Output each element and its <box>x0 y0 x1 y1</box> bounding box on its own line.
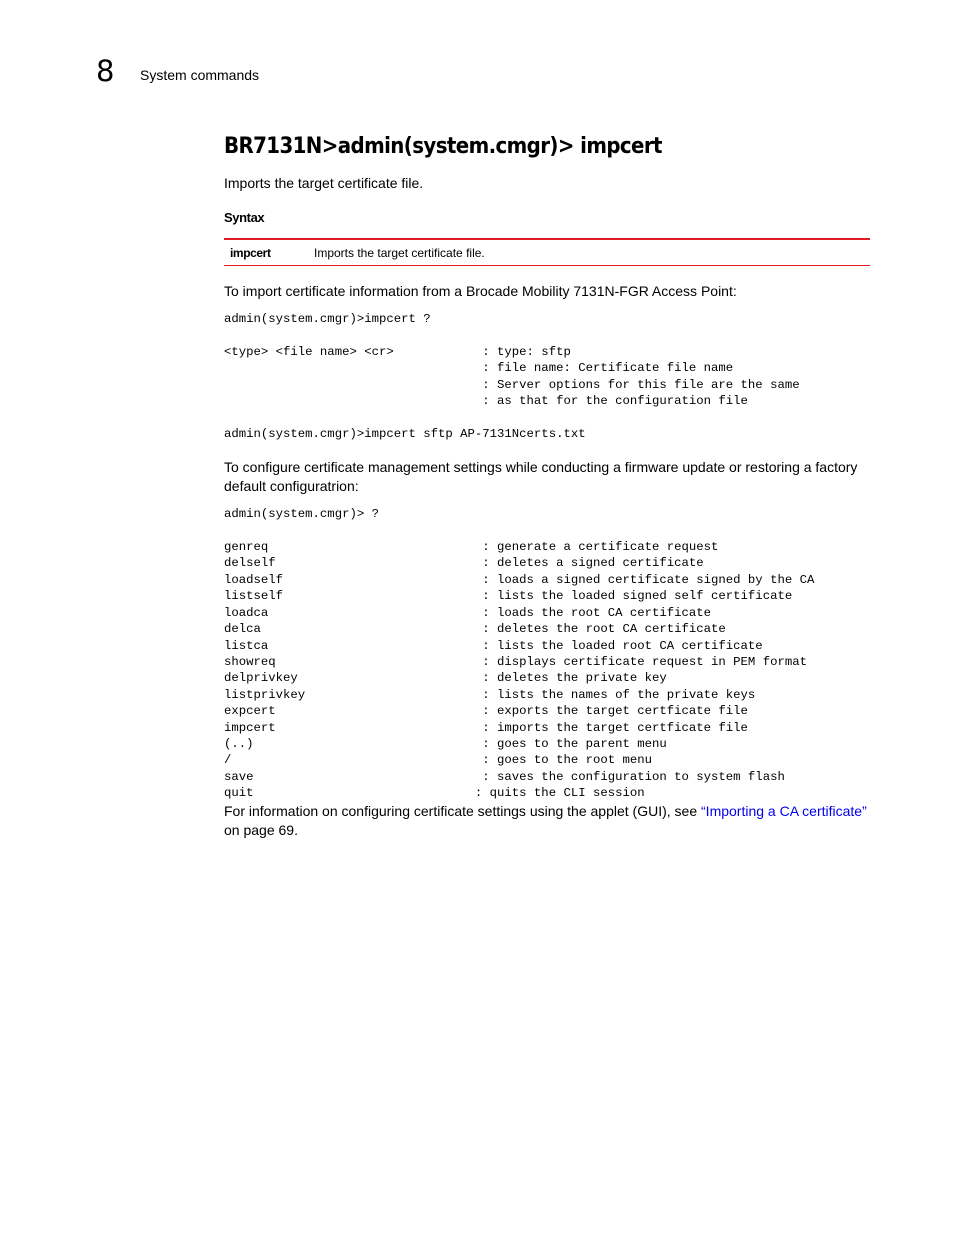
info-text-before: For information on configuring certificate settings using the applet (GUI), see <box>224 802 702 819</box>
syntax-table <box>224 238 870 266</box>
syntax-heading: Syntax <box>224 210 265 225</box>
command-description: Imports the target certificate file. <box>224 175 424 191</box>
info-text-after: on page 69. <box>224 821 298 838</box>
import-code-block: admin(system.cmgr)>impcert ? <type> <file name> <cr> : type: sftp : file name: Certificate file name : Server options for this file are the same : as that for the configuration file admin(system.cmgr)>impcert sftp AP-7131Ncerts.txt <box>224 312 800 441</box>
syntax-command: impcert <box>230 245 271 260</box>
main-content <box>224 132 870 840</box>
config-code-block: admin(system.cmgr)> ? genreq : generate a certificate request delself : deletes a signed certificate loadself : loads a signed certificate signed by the CA listself : lists the loaded signed self certificate loadca : loads the root CA certificate delca : deletes the root CA certificate listca : lists the loaded root CA certificate showreq : displays certificate request in PEM format delprivkey : deletes the private key listprivkey : lists the names of the private keys expcert : exports the target certficate file impcert : imports the target certficate file (..) : goes to the parent menu / : goes to the root menu save : saves the configuration to system flash quit : quits the CLI session <box>224 507 815 801</box>
syntax-description: Imports the target certificate file. <box>314 245 485 260</box>
info-paragraph <box>224 802 870 840</box>
chapter-title: System commands <box>140 67 260 83</box>
importing-ca-certificate-link[interactable]: “Importing a CA certificate” <box>701 802 867 819</box>
section-title: BR7131N>admin(system.cmgr)> impcert <box>224 134 662 159</box>
import-paragraph: To import certificate information from a Brocade Mobility 7131N-FGR Access Point: <box>224 283 737 299</box>
chapter-number: 8 <box>96 54 115 88</box>
config-paragraph: To configure certificate management settings while conducting a firmware update or restoring a factory default configuratrion: <box>224 459 858 495</box>
